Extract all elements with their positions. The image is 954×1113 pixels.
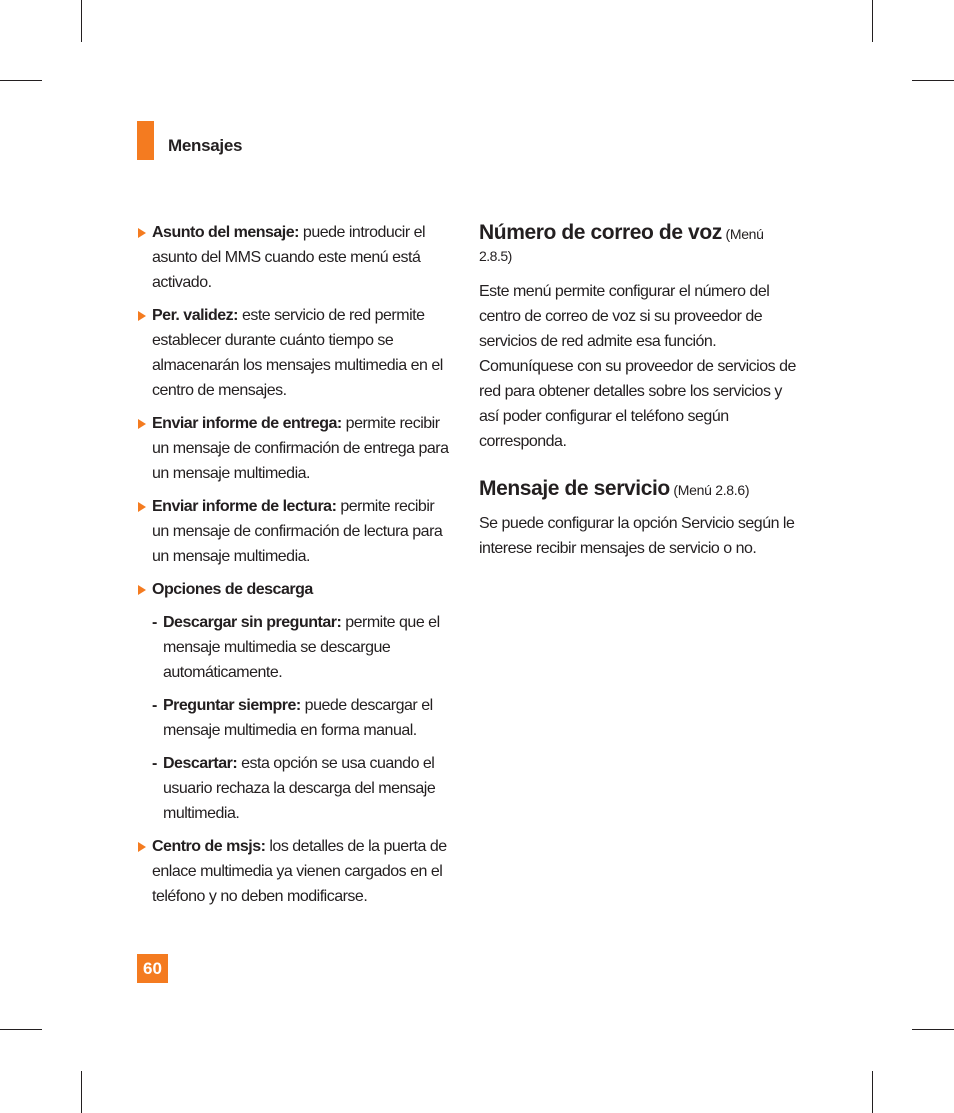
sub-item-label: Descartar:: [163, 755, 238, 772]
item-label: Asunto del mensaje:: [152, 224, 299, 241]
bullet-arrow-icon: [138, 842, 146, 852]
sub-item-text: puede descargar el mensaje multimedia en forma manual.: [163, 697, 433, 739]
item-label: Opciones de descarga: [152, 581, 313, 598]
crop-mark: [81, 0, 82, 42]
item-text: puede introducir el asunto del MMS cuando este menú está activado.: [152, 224, 426, 291]
section-heading: Número de correo de voz (Menú: [479, 221, 764, 244]
left-column: [136, 220, 452, 917]
crop-mark: [912, 1029, 954, 1030]
section-body: Se puede configurar la opción Servicio según le interese recibir mensajes de servicio o no.: [479, 515, 795, 557]
bullet-arrow-icon: [138, 502, 146, 512]
sub-item-text: esta opción se usa cuando el usuario rechaza la descarga del mensaje multimedia.: [163, 755, 436, 822]
crop-mark: [872, 0, 873, 42]
section-marker: [137, 121, 154, 160]
list-item: [136, 303, 452, 403]
menu-reference: (Menú 2.8.6): [669, 482, 750, 498]
sub-item-label: Descargar sin preguntar:: [163, 614, 342, 631]
item-text: este servicio de red permite establecer durante cuánto tiempo se almacenarán los mensajes multimedia en el centro de mensajes.: [152, 307, 443, 399]
list-item: [136, 577, 452, 602]
bullet-arrow-icon: [138, 419, 146, 429]
list-item: [136, 494, 452, 569]
crop-mark: [0, 80, 42, 81]
menu-reference: 2.8.5): [479, 248, 512, 264]
bullet-arrow-icon: [138, 228, 146, 238]
crop-mark: [81, 1071, 82, 1113]
item-label: Enviar informe de entrega:: [152, 415, 342, 432]
item-text: permite recibir un mensaje de confirmación de lectura para un mensaje multimedia.: [152, 498, 443, 565]
sub-item: - Descargar sin preguntar: permite que el mensaje multimedia se descargue automáticamente.: [152, 614, 440, 681]
list-item: [136, 411, 452, 486]
section-heading: Mensaje de servicio (Menú 2.8.6): [479, 477, 750, 500]
sub-item-text: permite que el mensaje multimedia se descargue automáticamente.: [163, 614, 440, 681]
sub-item: - Descartar: esta opción se usa cuando el usuario rechaza la descarga del mensaje multimedia.: [152, 755, 436, 822]
crop-mark: [872, 1071, 873, 1113]
item-text: permite recibir un mensaje de confirmación de entrega para un mensaje multimedia.: [152, 415, 449, 482]
page-number: 60: [137, 954, 168, 983]
sub-item: - Preguntar siempre: puede descargar el mensaje multimedia en forma manual.: [152, 697, 433, 739]
list-item: [136, 220, 452, 295]
section-title: Mensajes: [168, 136, 243, 155]
section-body: Este menú permite configurar el número del centro de correo de voz si su proveedor de servicios de red admite esa función. Comuníquese con su proveedor de servicios de red para obtener detalles sobre los servicios y así poder configurar el teléfono según corresponda.: [479, 283, 796, 450]
crop-mark: [0, 1029, 42, 1030]
right-column: [479, 220, 797, 583]
item-label: Enviar informe de lectura:: [152, 498, 337, 515]
item-label: Centro de msjs:: [152, 838, 266, 855]
menu-reference: (Menú: [721, 226, 764, 242]
list-item: [136, 834, 452, 909]
bullet-arrow-icon: [138, 311, 146, 321]
bullet-arrow-icon: [138, 585, 146, 595]
item-label: Per. validez:: [152, 307, 238, 324]
sub-item-label: Preguntar siempre:: [163, 697, 301, 714]
crop-mark: [912, 80, 954, 81]
item-text: los detalles de la puerta de enlace multimedia ya vienen cargados en el teléfono y no deben modificarse.: [152, 838, 447, 905]
